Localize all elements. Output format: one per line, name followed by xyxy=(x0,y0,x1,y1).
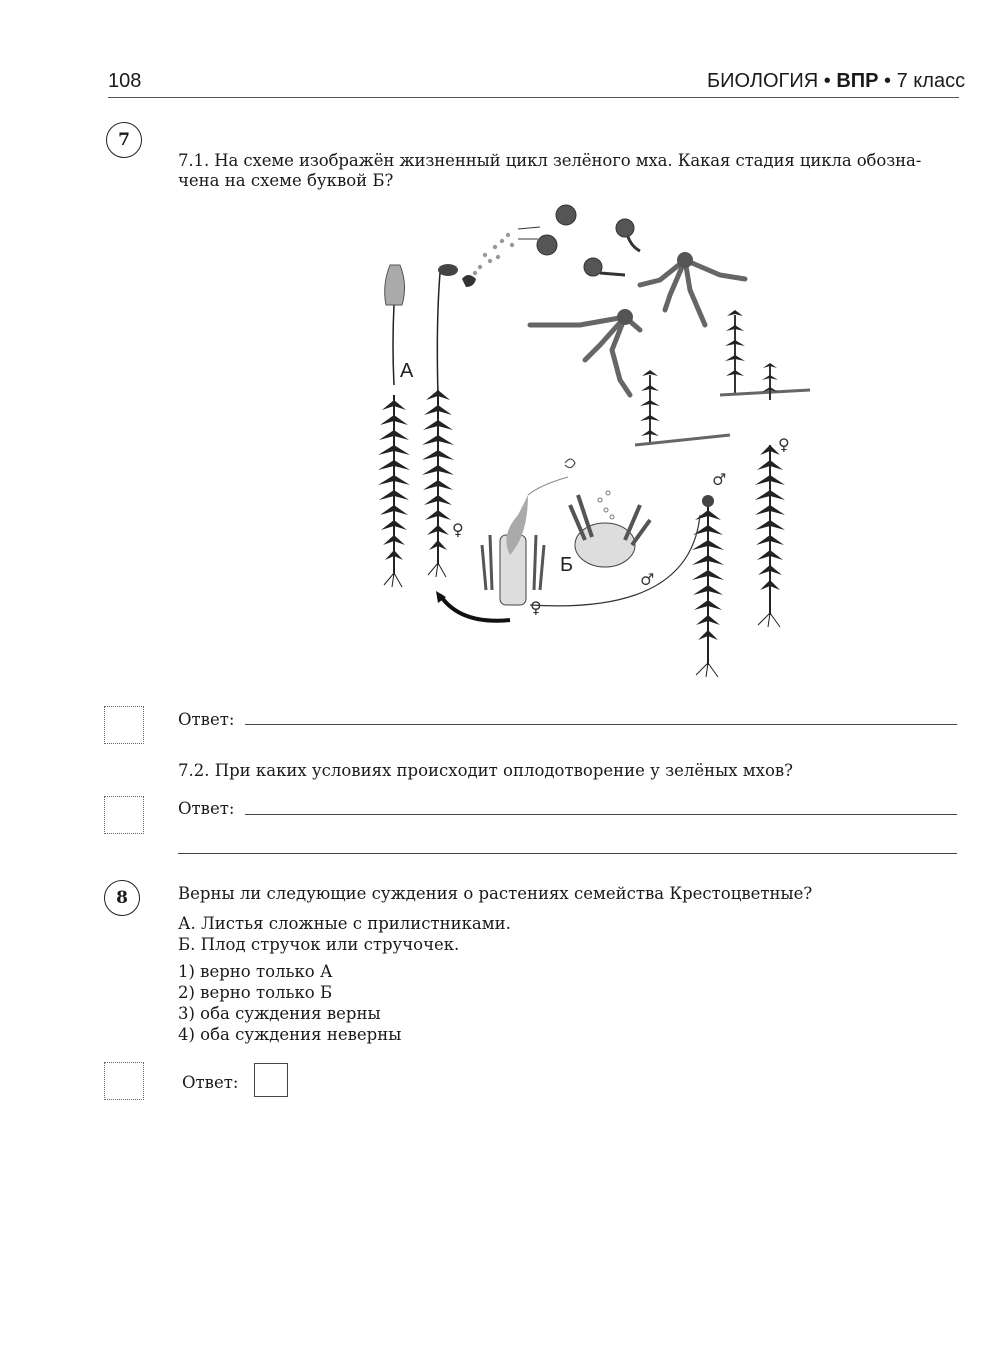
female-symbol-archegonium: ♀ xyxy=(530,598,542,617)
running-header xyxy=(707,70,965,93)
young-moss-shoots xyxy=(635,315,810,445)
answer-7-2-line[interactable] xyxy=(245,814,957,815)
subject-label: БИОЛОГИЯ xyxy=(707,70,819,92)
task-7-number: 7 xyxy=(106,122,142,158)
moss-life-cycle-diagram xyxy=(350,195,820,685)
germinating-spores xyxy=(537,205,640,276)
score-box-7-2 xyxy=(104,796,144,834)
antheridium xyxy=(570,495,650,567)
task-7-1-question-line1: 7.1. На схеме изображён жизненный цикл зелёного мха. Какая стадия цикла обозна- xyxy=(178,151,922,170)
label-b: Б xyxy=(560,554,574,576)
task-8-option-1: 1) верно только А xyxy=(178,962,333,981)
male-symbol-antheridium: ♂ xyxy=(640,570,655,589)
female-symbol: ♀ xyxy=(778,435,790,454)
moss-plant-left-2 xyxy=(422,390,454,577)
header-separator: • xyxy=(884,70,892,92)
answer-7-1-label: Ответ: xyxy=(178,710,235,729)
answer-7-2-label: Ответ: xyxy=(178,799,235,818)
spore-capsule-releasing xyxy=(462,275,476,287)
score-box-8 xyxy=(104,1062,144,1100)
protonema-2 xyxy=(530,317,640,395)
header-rule xyxy=(108,97,959,98)
answer-7-1-line[interactable] xyxy=(245,724,957,725)
task-8-statement-b: Б. Плод стручок или стручочек. xyxy=(178,935,460,954)
moss-plant-female xyxy=(755,445,785,627)
female-symbol-archegonium-top: ♀ xyxy=(452,520,464,539)
answer-7-2-line-2[interactable] xyxy=(178,853,957,854)
task-8-option-2: 2) верно только Б xyxy=(178,983,333,1002)
male-symbol: ♂ xyxy=(712,470,727,489)
header-separator: • xyxy=(823,70,831,92)
answer-8-label: Ответ: xyxy=(182,1073,239,1092)
task-8-option-3: 3) оба суждения верны xyxy=(178,1004,381,1023)
moss-plant-male xyxy=(692,495,724,677)
score-box-7-1 xyxy=(104,706,144,744)
label-a: А xyxy=(400,360,414,382)
spores xyxy=(473,233,514,275)
grade-label: 7 класс xyxy=(896,70,966,92)
page-number: 108 xyxy=(108,70,142,92)
task-8-question: Верны ли следующие суждения о растениях семейства Крестоцветные? xyxy=(178,884,813,903)
answer-8-input-box[interactable] xyxy=(254,1063,288,1097)
spore-capsule-open xyxy=(437,264,458,395)
task-7-2-question: 7.2. При каких условиях происходит оплодотворение у зелёных мхов? xyxy=(178,761,794,780)
task-8-option-4: 4) оба суждения неверны xyxy=(178,1025,402,1044)
moss-plant-left-1 xyxy=(378,395,410,587)
task-8-statement-a: А. Листья сложные с прилистниками. xyxy=(178,914,511,933)
task-7-1-question-line2: чена на схеме буквой Б? xyxy=(178,171,394,190)
exam-label: ВПР xyxy=(836,70,879,92)
spore-arrows xyxy=(518,227,540,239)
task-8-number: 8 xyxy=(104,880,140,916)
